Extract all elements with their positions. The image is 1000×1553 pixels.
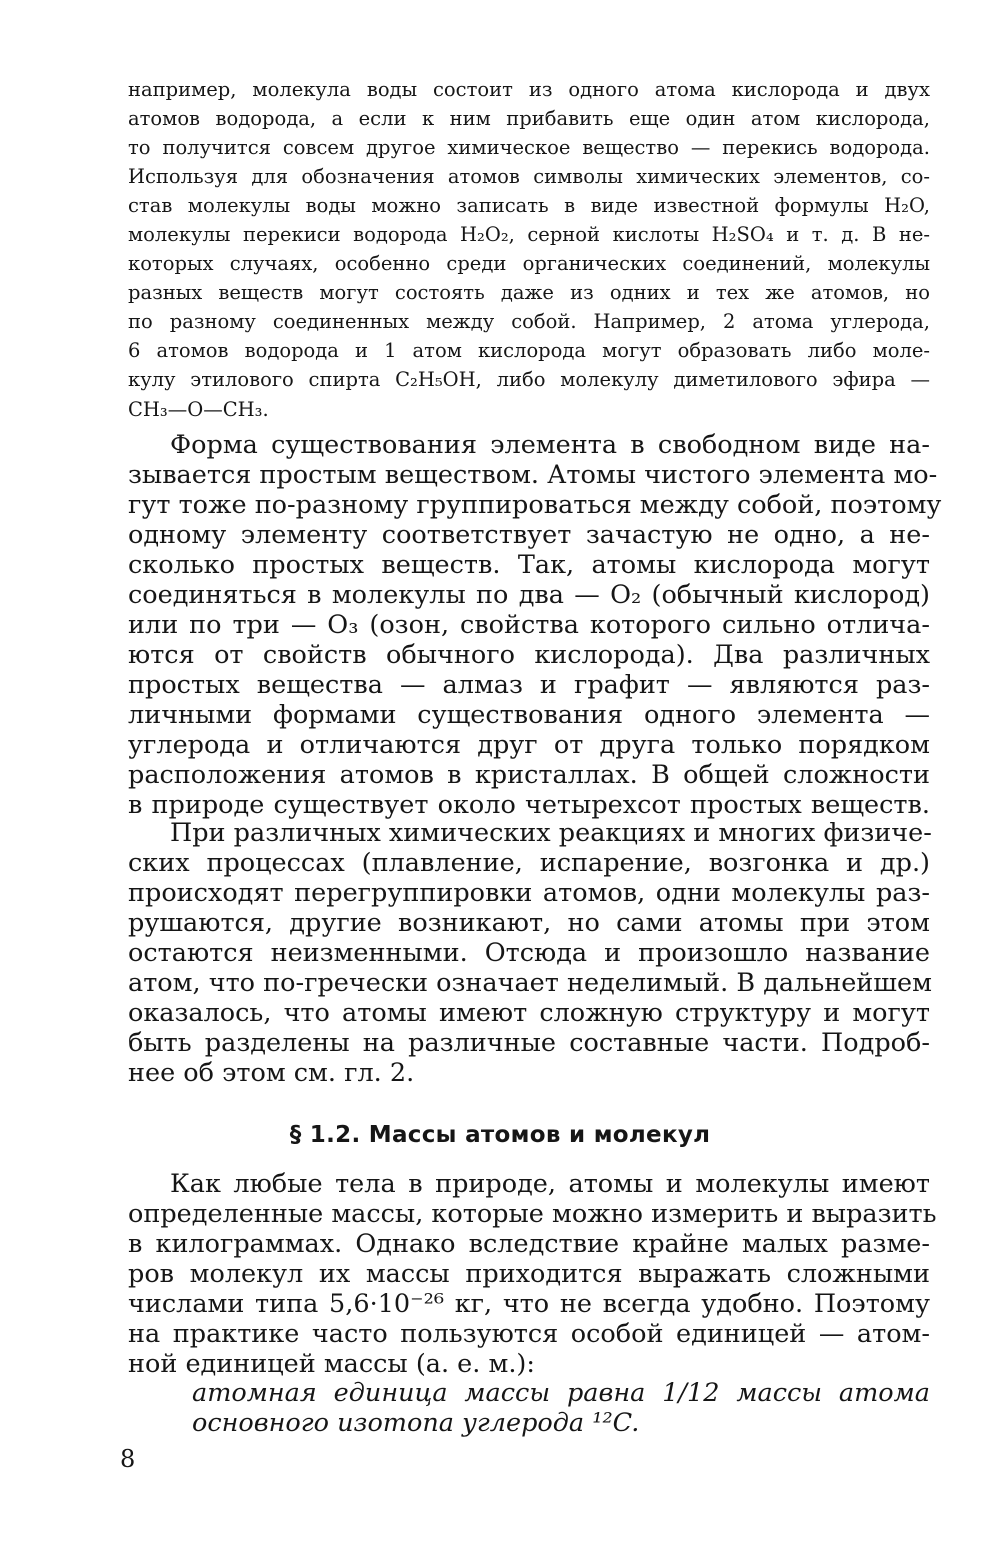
text-line: определенные массы, которые можно измерить и выразить — [128, 1199, 937, 1229]
text-line: в килограммах. Однако вследствие крайне малых разме- — [128, 1229, 930, 1259]
text-line: в природе существует около четырехсот простых веществ. — [128, 790, 930, 820]
text-line: ной единицей массы (а. е. м.): — [128, 1349, 535, 1379]
text-line: простых вещества — алмаз и графит — являются раз- — [128, 670, 930, 700]
text-line: то получится совсем другое химическое вещество — перекись водорода. — [128, 136, 930, 159]
text-line: кулу этилового спирта C₂H₅OH, либо молекулу диметилового эфира — — [128, 368, 930, 391]
text-line: нее об этом см. гл. 2. — [128, 1058, 415, 1088]
text-line: ются от свойств обычного кислорода). Два различных — [128, 640, 930, 670]
text-line: например, молекула воды состоит из одного атома кислорода и двух — [128, 78, 930, 101]
text-line: Используя для обозначения атомов символы химических элементов, со- — [128, 165, 930, 188]
text-line: При различных химических реакциях и многих физиче- — [170, 818, 932, 848]
text-line: быть разделены на различные составные части. Подроб- — [128, 1028, 930, 1058]
text-line: разных веществ могут состоять даже из одних и тех же атомов, но — [128, 281, 930, 304]
text-line: CH₃—O—CH₃. — [128, 398, 269, 421]
definition-line: атомная единица массы равна 1/12 массы атома — [192, 1378, 930, 1408]
text-line: соединяться в молекулы по два — O₂ (обычный кислород) — [128, 580, 930, 610]
text-line: расположения атомов в кристаллах. В общей сложности — [128, 760, 930, 790]
page-number: 8 — [120, 1445, 136, 1473]
text-line: которых случаях, особенно среди органических соединений, молекулы — [128, 252, 930, 275]
text-line: Как любые тела в природе, атомы и молекулы имеют — [170, 1169, 930, 1199]
text-line: одному элементу соответствует зачастую не одно, а не- — [128, 520, 930, 550]
text-line: сколько простых веществ. Так, атомы кислорода могут — [128, 550, 930, 580]
text-line: происходят перегруппировки атомов, одни молекулы раз- — [128, 878, 930, 908]
text-line: ров молекул их массы приходится выражать сложными — [128, 1259, 930, 1289]
text-line: рушаются, другие возникают, но сами атомы при этом — [128, 908, 930, 938]
text-line: ских процессах (плавление, испарение, возгонка и др.) — [128, 848, 930, 878]
text-line: 6 атомов водорода и 1 атом кислорода могут образовать либо моле- — [128, 339, 930, 362]
text-line: числами типа 5,6·10⁻²⁶ кг, что не всегда удобно. Поэтому — [128, 1289, 930, 1319]
text-line: атом, что по-гречески означает неделимый. В дальнейшем — [128, 968, 932, 998]
text-line: молекулы перекиси водорода H₂O₂, серной кислоты H₂SO₄ и т. д. В не- — [128, 223, 930, 246]
text-line: зывается простым веществом. Атомы чистого элемента мо- — [128, 460, 938, 490]
text-line: оказалось, что атомы имеют сложную структуру и могут — [128, 998, 930, 1028]
text-line: по разному соединенных между собой. Например, 2 атома углерода, — [128, 310, 930, 333]
text-line: став молекулы воды можно записать в виде известной формулы H₂O, — [128, 194, 930, 217]
text-line: атомов водорода, а если к ним прибавить еще один атом кислорода, — [128, 107, 930, 130]
text-line: личными формами существования одного элемента — — [128, 700, 930, 730]
text-line: на практике часто пользуются особой единицей — атом- — [128, 1319, 930, 1349]
text-line: углерода и отличаются друг от друга только порядком — [128, 730, 930, 760]
definition-line: основного изотопа углерода ¹²C. — [192, 1408, 640, 1438]
text-line: Форма существования элемента в свободном виде на- — [170, 430, 930, 460]
text-line: остаются неизменными. Отсюда и произошло название — [128, 938, 930, 968]
text-line: гут тоже по-разному группироваться между собой, поэтому — [128, 490, 942, 520]
section-heading: § 1.2. Массы атомов и молекул — [289, 1122, 711, 1148]
text-line: или по три — O₃ (озон, свойства которого сильно отлича- — [128, 610, 930, 640]
